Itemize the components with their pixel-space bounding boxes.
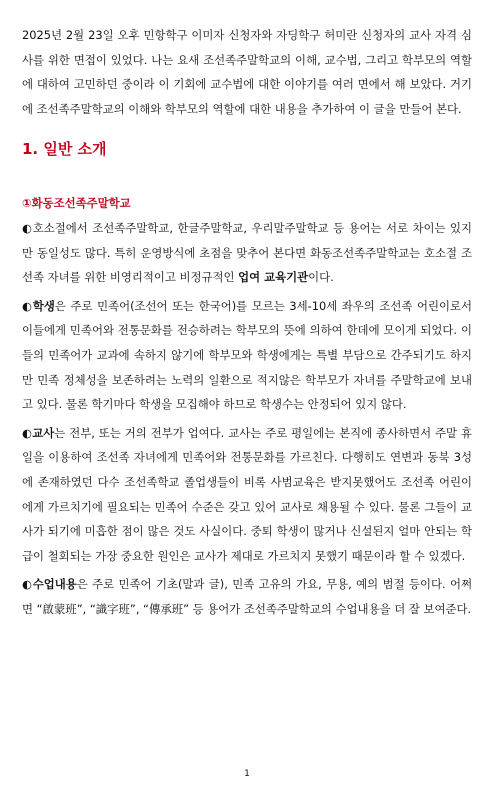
term-label: 학생 [32,298,55,313]
section-title: 1. 일반 소개 [22,140,107,159]
half-circle-bullet-icon: ◐ [22,298,33,313]
paragraph-teachers [22,421,472,569]
term-label: 교사 [32,425,55,440]
half-circle-bullet-icon: ◐ [22,425,33,440]
page-number: 1 [244,769,250,779]
intro-paragraph: 2025년 2월 23일 오후 민항학구 이미자 신청자와 자딩학구 허미란 신청자의 교사 자격 심사를 위한 면접이 있었다. 나는 요새 조선족주말학교의 이해, 교수법, 그리고 학부모의 역할에 대하여 고민하던 중이라 이 기회에 교수법에 대한 이야기를 여러 면에서 해 보았다. 거기에 조선족주말학교의 이해와 학부모의 역할에 대한 내용을 추가하여 이 글을 만들어 본다. [22,28,472,116]
half-circle-bullet-icon: ◐ [22,577,33,592]
subsection-title: ①화동조선족주말학교 [22,196,131,211]
term-label: 수업내용 [32,577,77,592]
paragraph-text: 은 주로 민족어 기초(말과 글), 민족 고유의 가요, 무용, 예의 범절 등이다. 어쩌면 “啟蒙班”, “識字班”, “傳承班” 등 용어가 조선족주말학교의 수업내용을 더 잘 보여준다. [22,577,472,616]
paragraph-terminology [22,216,472,290]
paragraph-text-end: 이다. [308,270,334,285]
half-circle-bullet-icon: ◐ [22,220,33,235]
paragraph-students [22,294,472,417]
paragraph-text: 은 주로 민족어(조선어 또는 한국어)를 모르는 3세-10세 좌우의 조선족 어린이로서 이들에게 민족어와 전통문화를 전승하려는 학부모의 뜻에 의하여 한데에 모이게 되었다. 이들의 민족어가 교과에 속하지 않기에 학부모와 학생에게는 특별 부담으로 간주되기도 하지만 민족 정체성을 보존하려는 노력의 일환으로 적지않은 학부모가 자녀를 주말학교에 보내고 있다. 물론 학기마다 학생을 모집해야 하므로 학생수는 안정되어 있지 않다. [22,298,472,412]
paragraph-curriculum [22,572,472,621]
paragraph-text: 는 전부, 또는 거의 전부가 업여다. 교사는 주로 평일에는 본직에 종사하면서 주말 휴일을 이용하여 조선족 자녀에게 민족어와 전통문화를 가르친다. 다행히도 연변과 동북 3성에 존재하였던 다수 조선족학교 졸업생들이 비록 사범교육은 받지못했어도 조선족 어린이에게 가르치기에 필요되는 민족어 수준은 갖고 있어 교사로 채용될 수 있다. 물론 그들이 교사가 되기에 미흡한 점이 많은 것도 사실이다. 중퇴 학생이 많거나 신설된지 얼마 안되는 학급이 철회되는 가장 중요한 원인은 교사가 제대로 가르치지 못했기 때문이라 할 수 있겠다. [22,425,472,563]
paragraph-text: 호소절에서 조선족주말학교, 한글주말학교, 우리말주말학교 등 용어는 서로 차이는 있지만 동일성도 많다. 특히 운영방식에 초점을 맞추어 본다면 화동조선족주말학교는 호소절 조선족 자녀를 위한 비영리적이고 비정규적인 [22,220,472,285]
emphasis-phrase: 업여 교육기관 [238,270,309,285]
